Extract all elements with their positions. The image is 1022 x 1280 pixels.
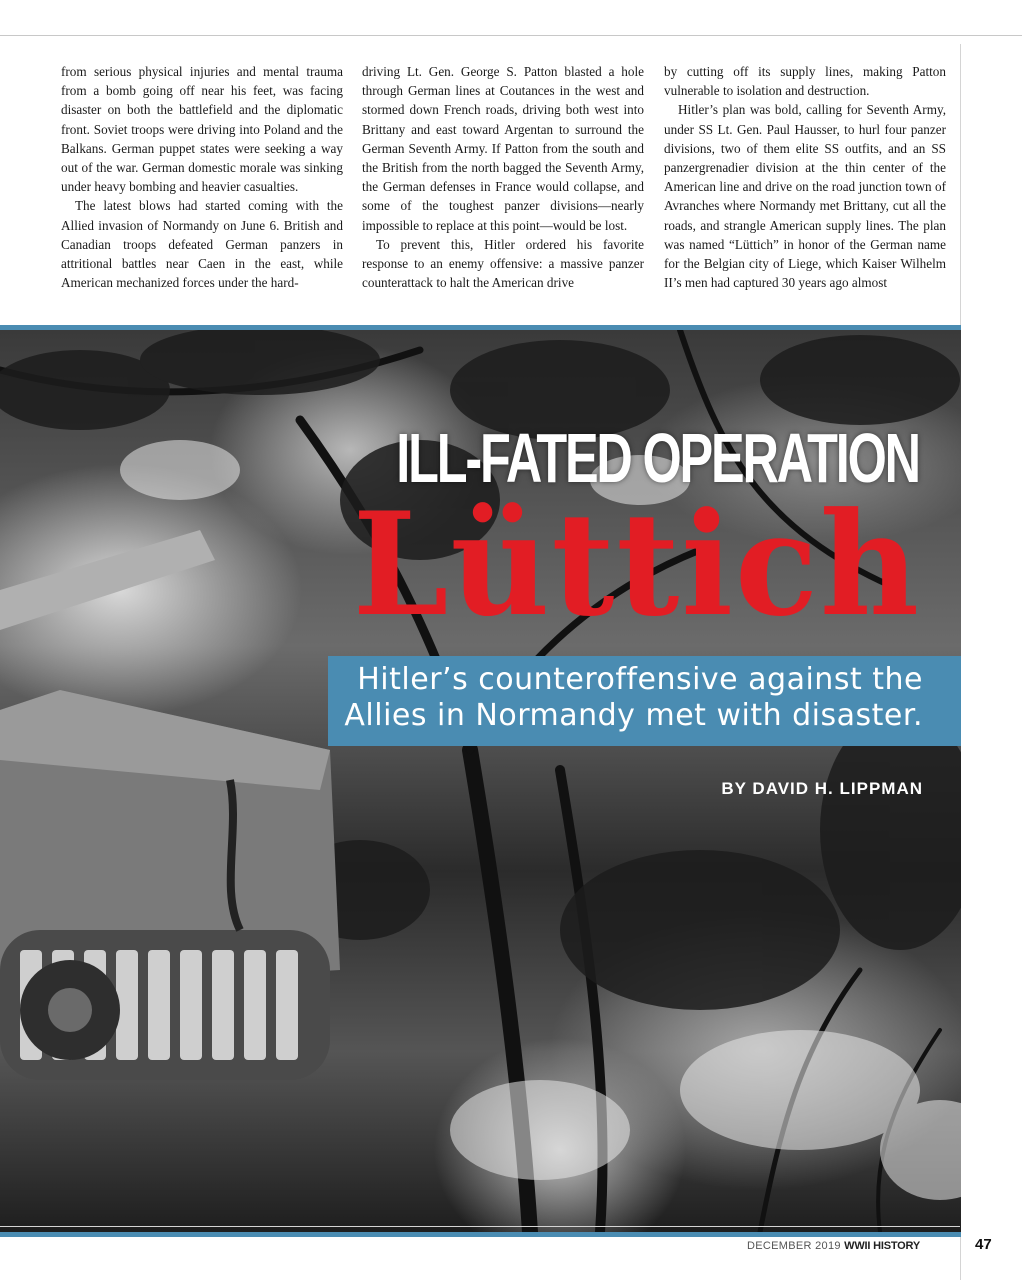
- magazine-name: WWII HISTORY: [844, 1240, 920, 1252]
- kicker: ILL-FATED OPERATION: [396, 419, 919, 497]
- paragraph: The latest blows had started coming with the Allied invasion of Normandy on June 6. British and Canadian troops defeated German panzers in attritional battles near Caen in the east, while American mechanized forces under the hard-: [61, 198, 343, 291]
- page-number: 47: [975, 1236, 992, 1253]
- paragraph: Hitler’s plan was bold, calling for Seventh Army, under SS Lt. Gen. Paul Hausser, to hurl four panzer divisions, two of them elite SS outfits, and an SS panzergrenadier division at the thin center of the American line and drive on the road junction town of Avranches where Normandy met Brittany, cut all the roads, and strangle American supply lines. The plan was named “Lüttich” in honor of the German name for the Belgian city of Liege, which Kaiser Wilhelm II’s men had captured 30 years ago almost: [664, 102, 946, 291]
- body-column-3: [664, 62, 946, 324]
- headline-group: [0, 330, 961, 1232]
- paragraph: To prevent this, Hitler ordered his favorite response to an enemy offensive: a massive panzer counterattack to halt the American drive: [362, 236, 644, 291]
- byline: BY DAVID H. LIPPMAN: [721, 779, 923, 798]
- paragraph: driving Lt. Gen. George S. Patton blasted a hole through German lines at Coutances in the west and stormed down French roads, driving both west into Brittany and east toward Argentan to surround the German Seventh Army. If Patton from the south and the British from the north bagged the Seventh Army, the German defenses in France would collapse, and some of the toughest panzer divisions—nearly impossible to replace at this point—would be lost.: [362, 64, 644, 233]
- deck: Hitler’s counteroffensive against the Allies in Normandy met with disaster.: [328, 656, 961, 746]
- article-title: Lüttich: [352, 482, 921, 648]
- hero-photo: [0, 325, 961, 1237]
- body-column-2: [362, 62, 644, 324]
- paragraph: by cutting off its supply lines, making Patton vulnerable to isolation and destruction.: [664, 64, 946, 99]
- bottom-rule: [0, 1226, 960, 1227]
- body-column-1: [61, 62, 343, 324]
- paragraph: from serious physical injuries and mental trauma from a bomb going off near his feet, was facing disaster on both the battlefield and the diplomatic front. Soviet troops were driving into Poland and the Balkans. German puppet states were seeking a way out of the war. German domestic morale was sinking under heavy bombing and heavier casualties.: [61, 64, 343, 195]
- folio: [747, 1240, 920, 1252]
- top-rule: [0, 35, 1022, 36]
- issue-date: DECEMBER 2019: [747, 1240, 841, 1252]
